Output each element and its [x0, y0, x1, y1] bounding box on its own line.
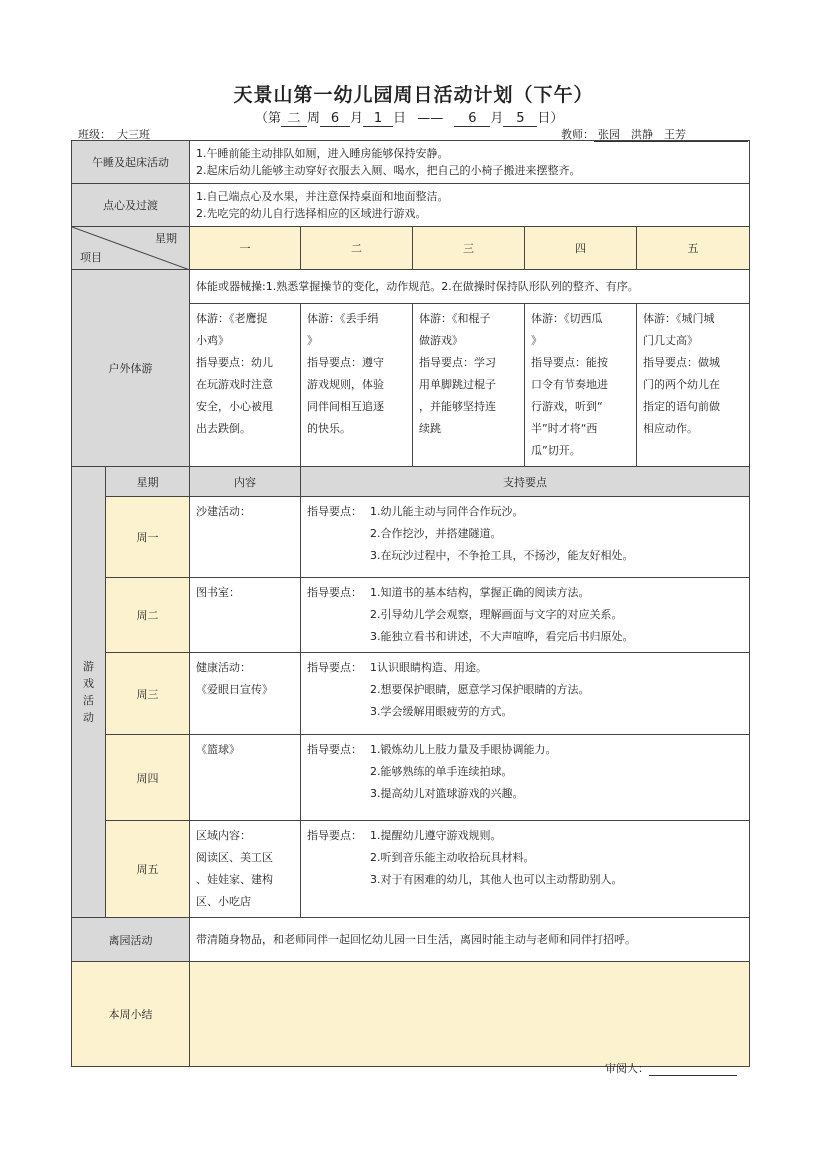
start-day: 1 [363, 112, 393, 127]
game-support-wed: 指导要点： 1认识眼睛构造、用途。 2.想要保护眼睛，愿意学习保护眼睛的方法。 3.学会缓解用眼疲劳的方式。 [301, 653, 750, 735]
outdoor-equipment: 体能或器械操:1.熟悉掌握操节的变化，动作规范。2.在做操时保持队形队列的整齐、有序。 [190, 270, 750, 304]
game-row-mon [72, 497, 750, 578]
teacher-info: 教师： 张园 洪静 王芳 [561, 126, 748, 142]
game-day-thu: 周四 [106, 735, 190, 821]
game-support-tue: 指导要点： 1.知道书的基本结构，掌握正确的阅读方法。 2.引导幼儿学会观察，理解画面与文字的对应关系。 3.能独立看书和讲述，不大声喧哗，看完后书归原处。 [301, 578, 750, 653]
outdoor-game-4: 体游：《切西瓜 》 指导要点：能按 口令有节奏地进 行游戏，听到“ 半”时才将“西 瓜”切开。 [525, 304, 637, 467]
game-content-thu: 《篮球》 [190, 735, 301, 821]
leaving-label: 离园活动 [72, 918, 190, 962]
outdoor-equipment-row [72, 270, 750, 304]
weekday-1: 一 [190, 227, 301, 270]
game-content-tue: 图书室： [190, 578, 301, 653]
outdoor-game-3: 体游：《和棍子 做游戏》 指导要点：学习 用单脚跳过棍子 ，并能够坚持连 续跳 [413, 304, 525, 467]
teacher-value: 张园 洪静 王芳 [594, 128, 748, 142]
nap-label: 午睡及起床活动 [72, 141, 190, 184]
snack-row [72, 184, 750, 227]
game-day-mon: 周一 [106, 497, 190, 578]
activity-plan-table [71, 140, 750, 1067]
corner-item-label: 项目 [80, 251, 102, 264]
end-month: 6 [454, 112, 490, 127]
game-support-thu: 指导要点： 1.锻炼幼儿上肢力量及手眼协调能力。 2.能够熟练的单手连续拍球。 3.提高幼儿对篮球游戏的兴趣。 [301, 735, 750, 821]
game-day-fri: 周五 [106, 821, 190, 918]
outdoor-game-2: 体游：《丢手绢 》 指导要点：遵守 游戏规则，体验 同伴间相互追逐 的快乐。 [301, 304, 413, 467]
game-day-wed: 周三 [106, 653, 190, 735]
week-range: （第 二 周 6 月 1 日 —— 6 月 5 日） [255, 111, 564, 126]
weekday-2: 二 [301, 227, 413, 270]
col-weekday: 星期 [106, 467, 190, 497]
game-support-mon: 指导要点： 1.幼儿能主动与同伴合作玩沙。 2.合作挖沙，并搭建隧道。 3.在玩沙过程中，不争抢工具，不扬沙，能友好相处。 [301, 497, 750, 578]
game-content-wed: 健康活动： 《爱眼日宣传》 [190, 653, 301, 735]
corner-weekday-label: 星期 [155, 232, 177, 245]
weekday-4: 四 [525, 227, 637, 270]
reviewer-line[interactable] [649, 1075, 737, 1076]
game-content-fri: 区域内容： 阅读区、美工区 、娃娃家、建构 区、小吃店 [190, 821, 301, 918]
class-value: 大三班 [111, 128, 189, 142]
game-row-fri [72, 821, 750, 918]
week-number: 二 [281, 112, 307, 127]
nap-content: 1.午睡前能主动排队如厕，进入睡房能够保持安静。 2.起床后幼儿能够主动穿好衣服去入厕、喝水，把自己的小椅子搬进来摆整齐。 [190, 141, 750, 184]
col-support: 支持要点 [301, 467, 750, 497]
game-support-fri: 指导要点： 1.提醒幼儿遵守游戏规则。 2.听到音乐能主动收拾玩具材料。 3.对于有困难的幼儿，其他人也可以主动帮助别人。 [301, 821, 750, 918]
leaving-content: 带清随身物品，和老师同伴一起回忆幼儿园一日生活，离园时能主动与老师和同伴打招呼。 [190, 918, 750, 962]
start-month: 6 [320, 112, 350, 127]
snack-label: 点心及过渡 [72, 184, 190, 227]
header-corner [72, 227, 190, 270]
games-header-row [72, 467, 750, 497]
col-content: 内容 [190, 467, 301, 497]
weekday-header-row [72, 227, 750, 270]
page-title: 天景山第一幼儿园周日活动计划（下午） [233, 84, 594, 106]
summary-row [72, 962, 750, 1067]
game-row-wed [72, 653, 750, 735]
game-row-thu [72, 735, 750, 821]
class-info: 班级： 大三班 [78, 126, 189, 142]
games-side-label: 游 戏 活 动 [72, 467, 106, 918]
game-row-tue [72, 578, 750, 653]
leaving-row [72, 918, 750, 962]
outdoor-label: 户外体游 [72, 270, 190, 467]
nap-row [72, 141, 750, 184]
game-content-mon: 沙建活动： [190, 497, 301, 578]
reviewer-signature: 审阅人： [605, 1060, 737, 1076]
summary-content[interactable] [190, 962, 750, 1067]
snack-content: 1.自己端点心及水果，并注意保持桌面和地面整洁。 2.先吃完的幼儿自行选择相应的区域进行游戏。 [190, 184, 750, 227]
weekday-5: 五 [637, 227, 750, 270]
outdoor-game-1: 体游：《老鹰捉 小鸡》 指导要点：幼儿 在玩游戏时注意 安全，小心被甩 出去跌倒。 [190, 304, 301, 467]
summary-label: 本周小结 [72, 962, 190, 1067]
outdoor-game-5: 体游：《城门城 门几丈高》 指导要点：做城 门的两个幼儿在 指定的语句前做 相应动作。 [637, 304, 750, 467]
end-day: 5 [503, 112, 537, 127]
game-day-tue: 周二 [106, 578, 190, 653]
weekday-3: 三 [413, 227, 525, 270]
